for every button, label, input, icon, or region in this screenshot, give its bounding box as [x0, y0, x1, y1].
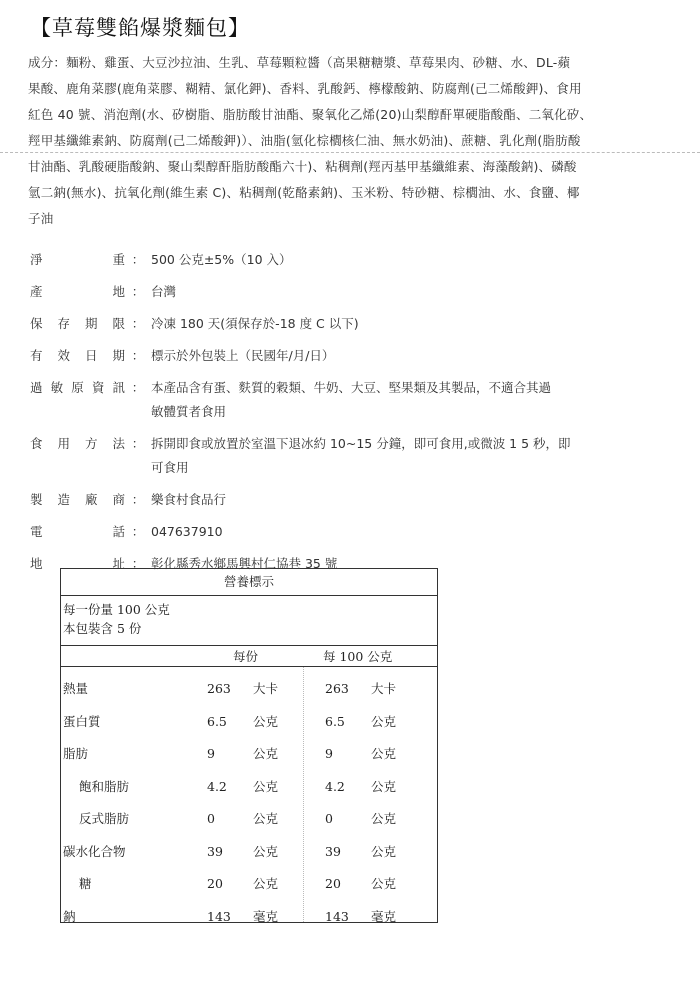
info-label: [30, 432, 125, 480]
info-label-char: 話: [112, 524, 125, 539]
value-per-serving: 263: [207, 681, 231, 696]
info-label: [30, 280, 125, 304]
info-value-line: 敏體質者食用: [151, 404, 227, 419]
info-label-char: 資: [91, 380, 105, 395]
info-label-char: 方: [84, 436, 98, 451]
info-label: [30, 488, 125, 512]
value-per-100g: 20: [325, 876, 341, 891]
info-row: [30, 344, 670, 368]
unit-per-serving: 公克: [253, 713, 279, 729]
nutrition-header: 營養標示: [61, 569, 437, 596]
nutrient-name: 碳水化合物: [63, 843, 126, 859]
product-info-list: [30, 248, 670, 584]
info-colon: ：: [131, 380, 145, 395]
info-row: [30, 376, 670, 424]
nutrition-row: [61, 710, 437, 734]
unit-per-100g: 公克: [371, 778, 397, 794]
value-per-100g: 39: [325, 843, 341, 859]
info-value-line: 拆開即食或放置於室溫下退冰約 10~15 分鐘，即可食用,或微波 1 5 秒，即: [151, 436, 571, 451]
unit-per-serving: 公克: [253, 778, 279, 794]
nutrient-name: 糖: [79, 876, 92, 891]
ingredients-text: [28, 50, 676, 232]
value-per-100g: 9: [325, 746, 333, 761]
unit-per-100g: 公克: [371, 713, 397, 729]
nutrient-name: 蛋白質: [63, 713, 101, 729]
info-label-char: 有: [30, 348, 43, 363]
nutrient-name: 飽和脂肪: [79, 778, 130, 794]
info-value-line: 500 公克±5%（10 入）: [151, 252, 292, 267]
info-value: [151, 488, 670, 512]
nutrition-row: [61, 677, 437, 701]
info-label-char: 重: [112, 252, 125, 267]
unit-per-serving: 大卡: [253, 681, 279, 696]
value-per-100g: 4.2: [325, 778, 345, 794]
info-label-char: 限: [112, 316, 125, 331]
info-value-line: 可食用: [151, 460, 189, 475]
info-label-char: 期: [84, 316, 98, 331]
ingredients-line: 甘油酯、乳酸硬脂酸鈉、聚山梨醇酐脂肪酸酯六十)、粘稠劑(羥丙基甲基纖維素、海藻酸鈉)、磷酸: [28, 159, 577, 174]
info-value-line: 樂食村食品行: [151, 492, 227, 507]
info-label-char: 過: [30, 380, 43, 395]
unit-per-100g: 公克: [371, 843, 397, 859]
info-value-line: 047637910: [151, 524, 223, 539]
ingredients-line: 羥甲基纖維素鈉、防腐劑(己二烯酸鉀)）、油脂(氫化棕櫚核仁油、無水奶油)、蔗糖、乳化劑(脂肪酸: [28, 133, 581, 148]
info-label-char: 存: [57, 316, 70, 331]
info-label-char: 廠: [84, 492, 98, 507]
info-label-char: 地: [30, 556, 43, 571]
unit-per-serving: 公克: [253, 843, 279, 859]
col-per-serving: 每份: [233, 649, 259, 664]
info-colon: ：: [131, 524, 145, 539]
nutrient-name: 熱量: [63, 681, 89, 696]
value-per-100g: 143: [325, 908, 349, 924]
value-per-serving: 9: [207, 746, 215, 761]
info-colon: ：: [131, 436, 145, 451]
info-value: [151, 432, 670, 480]
ingredients-line: 子油: [28, 211, 54, 226]
nutrition-row: [61, 775, 437, 799]
ingredients-line: 成分：麵粉、雞蛋、大豆沙拉油、生乳、草莓顆粒醬（高果糖糖漿、草莓果肉、砂糖、水、DL-蘋: [28, 55, 571, 70]
info-label: [30, 520, 125, 544]
info-label: [30, 248, 125, 272]
info-value-line: 台灣: [151, 284, 177, 299]
value-per-serving: 143: [207, 908, 231, 924]
unit-per-serving: 公克: [253, 746, 279, 761]
divider: [0, 152, 700, 153]
value-per-serving: 20: [207, 876, 223, 891]
value-per-serving: 0: [207, 811, 215, 826]
info-row: [30, 248, 670, 272]
unit-per-100g: 公克: [371, 876, 397, 891]
info-colon: ：: [131, 492, 145, 507]
product-title: 【草莓雙餡爆漿麵包】: [30, 16, 250, 40]
value-per-serving: 39: [207, 843, 223, 859]
nutrient-name: 鈉: [63, 908, 76, 924]
info-label-char: 日: [84, 348, 98, 363]
nutrient-name: 反式脂肪: [79, 811, 130, 826]
nutrition-row: [61, 742, 437, 766]
info-value: [151, 312, 670, 336]
info-row: [30, 520, 670, 544]
nutrition-row: [61, 872, 437, 896]
info-row: [30, 432, 670, 480]
info-row: [30, 280, 670, 304]
info-label: [30, 376, 125, 424]
value-per-100g: 6.5: [325, 713, 345, 729]
info-label-char: 地: [112, 284, 125, 299]
ingredients-line: 紅色 40 號、消泡劑(水、矽樹脂、脂肪酸甘油酯、聚氧化乙烯(20)山梨醇酐單硬脂酸酯、二氧化矽、: [28, 107, 593, 122]
info-label-char: 電: [30, 524, 43, 539]
info-label-char: 產: [30, 284, 43, 299]
unit-per-serving: 公克: [253, 876, 279, 891]
info-label-char: 期: [112, 348, 125, 363]
value-per-100g: 0: [325, 811, 333, 826]
info-colon: ：: [131, 252, 145, 267]
unit-per-100g: 公克: [371, 746, 397, 761]
info-label-char: 址: [112, 556, 125, 571]
info-label-char: 訊: [112, 380, 125, 395]
info-label-char: 原: [71, 380, 84, 395]
info-row: [30, 312, 670, 336]
ingredients-line: 果酸、鹿角菜膠(鹿角菜膠、糊精、氯化鉀)、香料、乳酸鈣、檸檬酸鈉、防腐劑(己二烯酸鉀)、食用: [28, 81, 582, 96]
unit-per-100g: 公克: [371, 811, 397, 826]
info-value: [151, 280, 670, 304]
nutrition-rows: [61, 667, 437, 922]
unit-per-100g: 毫克: [371, 908, 397, 924]
info-label-char: 淨: [30, 252, 43, 267]
info-label-char: 敏: [50, 380, 64, 395]
info-label: [30, 344, 125, 368]
value-per-serving: 4.2: [207, 778, 227, 794]
unit-per-serving: 毫克: [253, 908, 279, 924]
info-label-char: 用: [57, 436, 70, 451]
info-value-line: 標示於外包裝上（民國年/月/日）: [151, 348, 335, 363]
info-label-char: 效: [57, 348, 70, 363]
info-label-char: 製: [30, 492, 43, 507]
value-per-100g: 263: [325, 681, 349, 696]
col-per-100g: 每 100 公克: [323, 649, 393, 664]
servings-per-package: 本包裝含 5 份: [63, 621, 142, 636]
info-label-char: 食: [30, 436, 43, 451]
info-value: [151, 248, 670, 272]
nutrition-row: [61, 905, 437, 929]
info-label-char: 商: [112, 492, 125, 507]
serving-info: [61, 596, 437, 646]
unit-per-100g: 大卡: [371, 681, 397, 696]
nutrition-row: [61, 840, 437, 864]
nutrition-row: [61, 807, 437, 831]
value-per-serving: 6.5: [207, 713, 227, 729]
info-value-line: 冷凍 180 天(須保存於-18 度 C 以下): [151, 316, 359, 331]
serving-size: 每一份量 100 公克: [63, 602, 170, 617]
info-label-char: 造: [57, 492, 70, 507]
nutrition-column-headers: [61, 646, 437, 667]
unit-per-serving: 公克: [253, 811, 279, 826]
info-label: [30, 312, 125, 336]
info-value: [151, 376, 670, 424]
info-label-char: 法: [112, 436, 125, 451]
ingredients-line: 氫二鈉(無水)、抗氧化劑(維生素 C)、粘稠劑(乾酪素鈉)、玉米粉、特砂糖、棕櫚油、水、食鹽、椰: [28, 185, 580, 200]
info-value-line: 本產品含有蛋、麩質的穀類、牛奶、大豆、堅果類及其製品，不適合其過: [151, 380, 552, 395]
info-row: [30, 488, 670, 512]
info-colon: ：: [131, 348, 145, 363]
info-value: [151, 520, 670, 544]
info-colon: ：: [131, 284, 145, 299]
info-colon: ：: [131, 556, 145, 571]
nutrition-facts-table: [60, 568, 438, 923]
nutrient-name: 脂肪: [63, 746, 89, 761]
info-colon: ：: [131, 316, 145, 331]
info-label-char: 保: [30, 316, 43, 331]
info-value: [151, 344, 670, 368]
info-value-line: 彰化縣秀水鄉馬興村仁協巷 35 號: [151, 556, 338, 571]
